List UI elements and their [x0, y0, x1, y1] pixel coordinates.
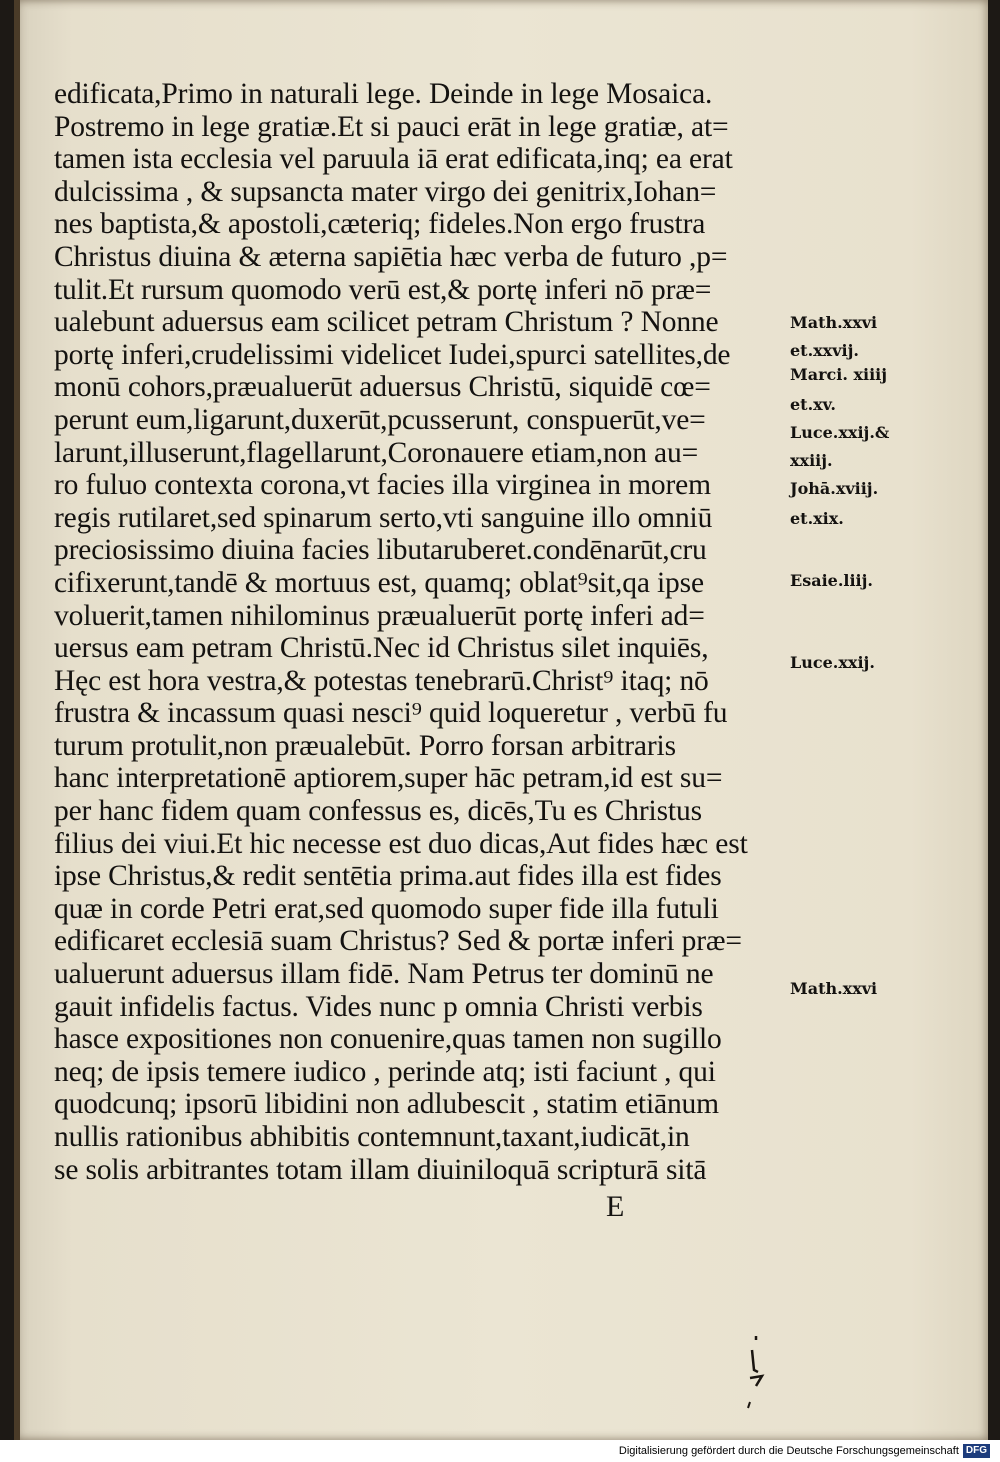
text-line: filius dei viui.Et hic necesse est duo dicas,Aut fides hæc est: [54, 827, 748, 860]
signature-mark: E: [606, 1190, 625, 1223]
marginal-note: et.xxvij.: [790, 341, 859, 360]
text-line: voluerit,tamen nihilominus præualuerūt portę inferi ad=: [54, 599, 705, 632]
book-page: [14, 0, 988, 1440]
text-line: Postremo in lege gratiæ.Et si pauci erāt in lege gratiæ, at=: [54, 110, 729, 143]
text-line: dulcissima , & supsancta mater virgo dei genitrix,Iohan=: [54, 175, 717, 208]
marginal-note: Math.xxvi: [790, 313, 878, 332]
text-line: perunt eum,ligarunt,duxerūt,pcusserunt, conspuerūt,ve=: [54, 403, 706, 436]
text-line: tamen ista ecclesia vel paruula iā erat edificata,inq; ea erat: [54, 143, 733, 176]
text-line: frustra & incassum quasi nesci⁹ quid loqueretur , verbū fu: [54, 697, 728, 730]
text-line: quæ in corde Petri erat,sed quomodo super fide illa futuli: [54, 892, 719, 925]
marginal-note: Marci. xiiij: [790, 365, 888, 384]
text-line: larunt,illuserunt,flagellarunt,Coronauere etiam,non au=: [54, 436, 699, 469]
text-line: per hanc fidem quam confessus es, dicēs,Tu es Christus: [54, 795, 702, 828]
marginal-note: Luce.xxij.: [790, 653, 875, 672]
text-line: cifixerunt,tandē & mortuus est, quamq; oblat⁹sit,qa ipse: [54, 566, 704, 599]
marginal-note: xxiij.: [790, 451, 833, 470]
text-line: ipse Christus,& redit sentētia prima.aut fides illa est fides: [54, 860, 722, 893]
text-line: hanc interpretationē aptiorem,super hāc petram,id est su=: [54, 762, 723, 795]
footer-credit: Digitalisierung gefördert durch die Deutsche Forschungsgemeinschaft: [618, 1445, 959, 1457]
text-line: portę inferi,crudelissimi videlicet Iudei,spurci satellites,de: [54, 338, 731, 371]
text-line: quodcunq; ipsorū libidini non adlubescit , statim etiānum: [54, 1088, 719, 1121]
marginal-note: Luce.xxij.&: [790, 423, 890, 442]
text-line: gauit infidelis factus. Vides nunc p omnia Christi verbis: [54, 990, 703, 1023]
text-line: ualebunt aduersus eam scilicet petram Christum ? Nonne: [54, 306, 719, 339]
marginal-note: Johā.xviij.: [790, 479, 879, 498]
text-line: se solis arbitrantes totam illam diuiniloquā scripturā sitā: [54, 1153, 707, 1186]
text-line: nes baptista,& apostoli,cæteriq; fideles.Non ergo frustra: [54, 208, 706, 241]
text-line: Christus diuina & æterna sapiētia hæc verba de futuro ,p=: [54, 240, 728, 273]
text-line: ualuerunt aduersus illam fidē. Nam Petrus ter dominū ne: [54, 958, 714, 991]
text-line: Hęc est hora vestra,& potestas tenebrarū.Christ⁹ itaq; nō: [54, 664, 709, 697]
text-line: nullis rationibus abhibitis contemnunt,taxant,iudicāt,in: [54, 1121, 690, 1153]
body-text: [54, 78, 804, 1186]
text-line: edificata,Primo in naturali lege. Deinde in lege Mosaica.: [54, 78, 713, 110]
text-line: regis rutilaret,sed spinarum serto,vti sanguine illo omniū: [54, 501, 713, 534]
text-line: edificaret ecclesiā suam Christus? Sed & portæ inferi præ=: [54, 925, 742, 958]
text-line: hasce expositiones non conuenire,quas tamen non sugillo: [54, 1023, 722, 1056]
ink-stroke-marks: [738, 1330, 778, 1410]
text-line: turum protulit,non præualebūt. Porro forsan arbitraris: [54, 729, 676, 762]
digitization-footer: [0, 1440, 1000, 1462]
text-line: uersus eam petram Christū.Nec id Christus silet inquiēs,: [54, 632, 709, 665]
text-line: tulit.Et rursum quomodo verū est,& portę inferi nō præ=: [54, 273, 712, 306]
text-line: preciosissimo diuina facies libutaruberet.condēnarūt,cru: [54, 534, 707, 567]
text-line: ro fuluo contexta corona,vt facies illa virginea in morem: [54, 469, 711, 502]
marginal-note: et.xv.: [790, 395, 836, 414]
marginal-note: et.xix.: [790, 509, 844, 528]
marginal-note: Esaie.liij.: [790, 571, 873, 590]
dfg-logo: DFG: [963, 1444, 990, 1458]
marginal-note: Math.xxvi: [790, 979, 878, 998]
text-line: neq; de ipsis temere iudico , perinde atq; isti faciunt , qui: [54, 1055, 716, 1088]
text-line: monū cohors,præualuerūt aduersus Christū, siquidē cœ=: [54, 371, 711, 404]
